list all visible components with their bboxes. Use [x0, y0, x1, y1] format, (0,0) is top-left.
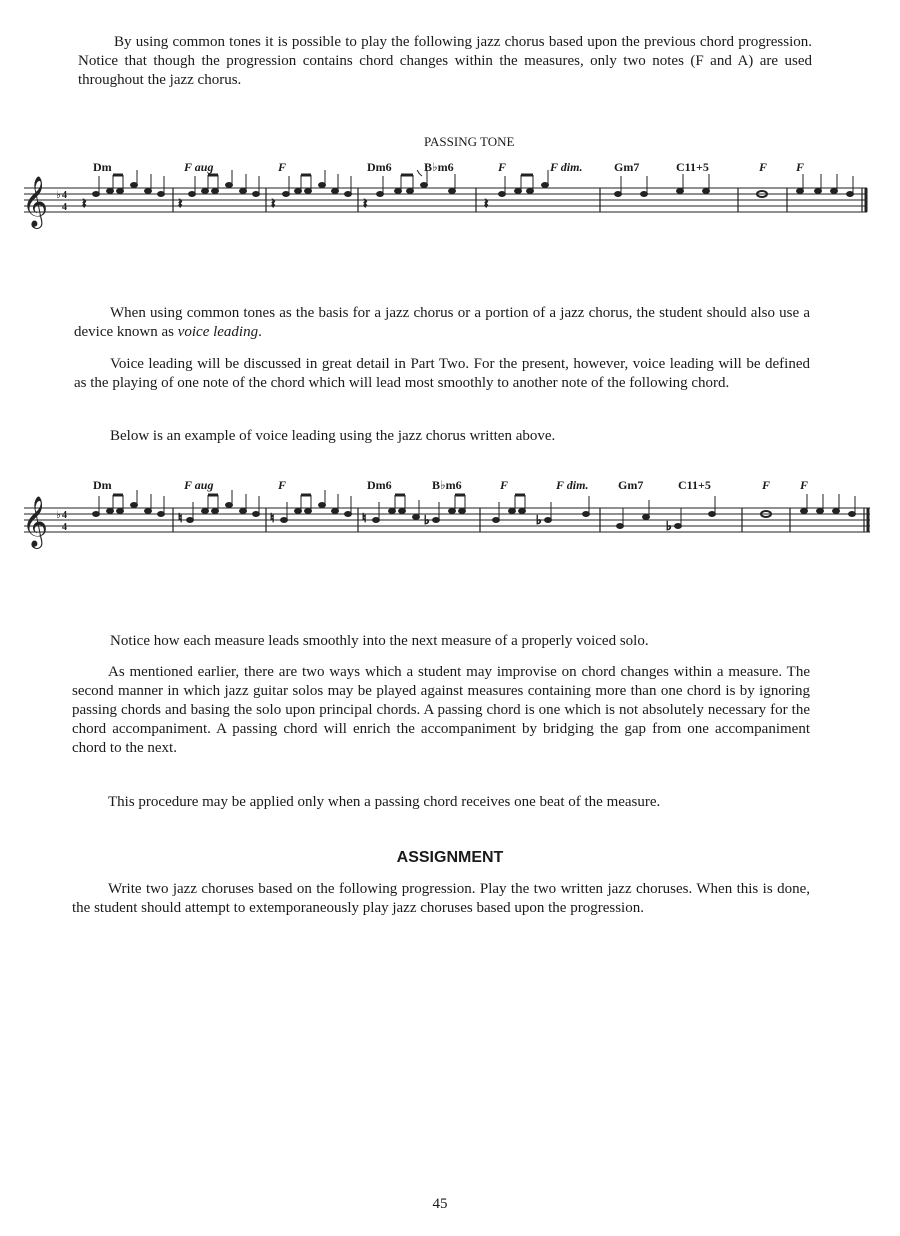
svg-text:♭: ♭ — [424, 513, 430, 527]
chord-label: F aug — [184, 160, 214, 174]
chord-label: F — [498, 160, 507, 174]
svg-text:𝄽: 𝄽 — [178, 197, 183, 212]
chord-label: C11+5 — [678, 478, 711, 492]
assignment-text: Write two jazz choruses based on the following progression. Play the two written jazz choruses. When this is done, the student should attempt to extemporaneously play jazz choruses based upon the progression. — [72, 881, 810, 916]
chord-label: F dim. — [550, 160, 583, 174]
chord-label: F — [278, 160, 287, 174]
chord-label: F — [796, 160, 805, 174]
chord-label: F — [800, 478, 809, 492]
passing-chord-paragraph — [72, 663, 810, 758]
chord-label: F aug — [184, 478, 214, 492]
svg-text:♭: ♭ — [666, 519, 672, 533]
chord-label: Dm — [93, 160, 112, 174]
voice-leading-definition-text: Voice leading will be discussed in great detail in Part Two. For the present, however, voice leading will be defined as the playing of one note of the chord which will lead most smoothly to another note of the following chord. — [74, 356, 810, 391]
chord-label: C11+5 — [676, 160, 709, 174]
svg-text:𝄽: 𝄽 — [271, 197, 276, 212]
example-intro — [74, 427, 810, 446]
example-intro-text: Below is an example of voice leading using the jazz chorus written above. — [110, 428, 556, 444]
voice-leading-definition — [74, 355, 810, 393]
procedure-note — [72, 793, 810, 812]
voice-leading-intro: When using common tones as the basis for a jazz chorus or a portion of a jazz chorus, the student should also use a device known as voice leading. — [74, 305, 810, 340]
chord-label: B♭m6 — [424, 160, 454, 174]
measure-note-text: Notice how each measure leads smoothly into the next measure of a properly voiced solo. — [110, 633, 649, 649]
svg-text:♭: ♭ — [56, 510, 61, 521]
svg-text:𝄞: 𝄞 — [22, 176, 49, 227]
procedure-note-text: This procedure may be applied only when a passing chord receives one beat of the measure. — [108, 794, 661, 810]
assignment-heading: ASSIGNMENT — [396, 849, 504, 866]
chord-label: Dm6 — [367, 478, 392, 492]
svg-text:♭: ♭ — [56, 190, 61, 201]
svg-text:𝄽: 𝄽 — [363, 197, 368, 212]
svg-text:4: 4 — [62, 190, 67, 201]
voice-leading-text: When using common tones as the basis for a jazz chorus or a portion of a jazz chorus, the student should also use a device known as — [74, 305, 810, 340]
chord-label: F dim. — [556, 478, 589, 492]
intro-paragraph — [78, 33, 812, 90]
svg-text:4: 4 — [62, 510, 67, 521]
svg-text:♮: ♮ — [362, 511, 367, 525]
svg-text:♮: ♮ — [178, 511, 183, 525]
svg-text:4: 4 — [62, 522, 67, 533]
svg-text:𝄽: 𝄽 — [484, 197, 489, 212]
chord-label: F — [278, 478, 287, 492]
assignment-paragraph — [72, 880, 810, 918]
chord-label: Gm7 — [618, 478, 644, 492]
chord-label: F — [762, 478, 771, 492]
chord-label: Gm7 — [614, 160, 640, 174]
passing-tone-label: PASSING TONE — [424, 134, 515, 149]
chord-label: F — [759, 160, 768, 174]
voice-leading-term: voice leading — [177, 324, 259, 340]
svg-text:♮: ♮ — [270, 511, 275, 525]
music-staff-1 — [0, 170, 900, 240]
passing-chord-text: As mentioned earlier, there are two ways which a student may improvise on chord changes within a measure. The second manner in which jazz guitar solos may be played against measures containing more than one chord is by ignoring passing chords and basing the solo upon principal chords. A passing chord is one which is not absolutely necessary for the chord accompaniment. A passing chord will enrich the accompaniment by bridging the gap from one accompaniment chord to the next. — [72, 664, 810, 756]
music-staff-2 — [0, 490, 900, 560]
chord-label: F — [500, 478, 509, 492]
measure-note — [74, 632, 810, 651]
chord-label: Dm — [93, 478, 112, 492]
chord-label: B♭m6 — [432, 478, 462, 492]
svg-text:♭: ♭ — [536, 513, 542, 527]
intro-text: By using common tones it is possible to play the following jazz chorus based upon the previous chord progression. Notice that though the progression contains chord changes within the measures, only two notes (F and A) are used throughout the jazz chorus. — [78, 34, 812, 88]
svg-text:𝄞: 𝄞 — [22, 496, 49, 547]
page-number: 45 — [432, 1196, 448, 1212]
svg-text:𝄽: 𝄽 — [82, 197, 87, 212]
svg-text:4: 4 — [62, 202, 67, 213]
chord-label: Dm6 — [367, 160, 392, 174]
